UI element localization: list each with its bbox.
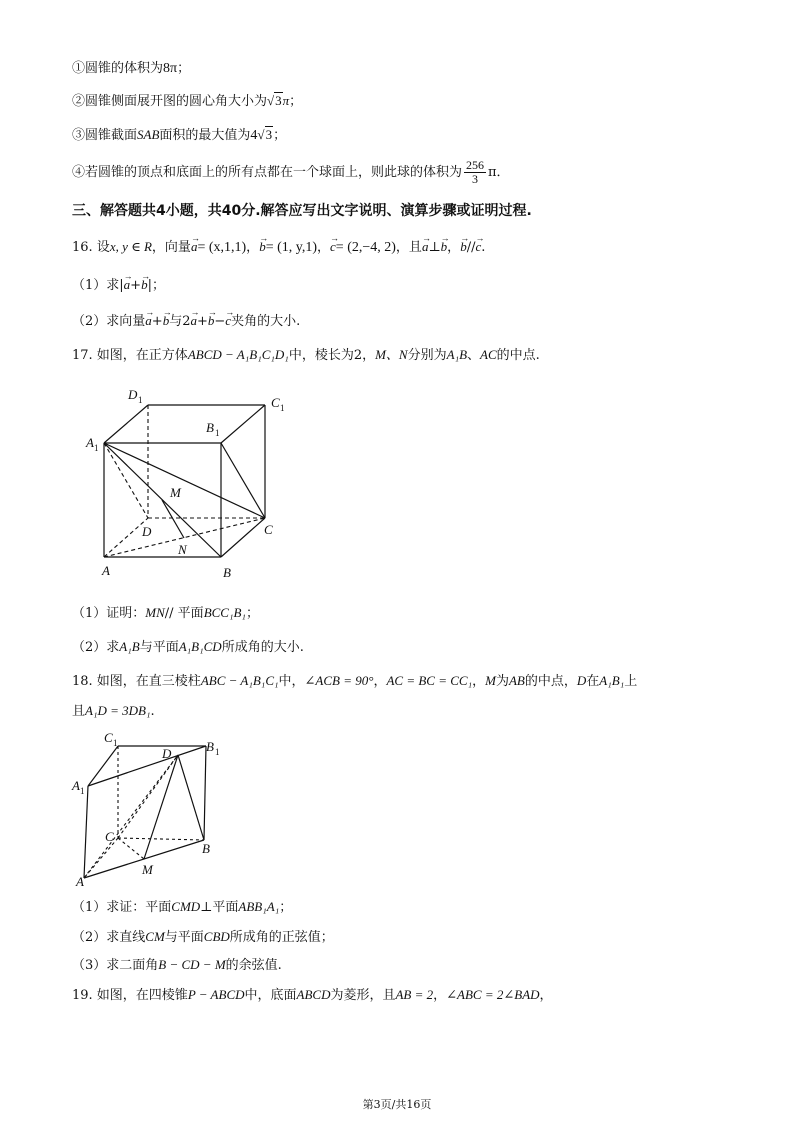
- q16-t1: ，向量: [151, 240, 191, 255]
- label-a1-sub: 1: [80, 786, 85, 796]
- q16-p1-suffix: ；: [151, 278, 165, 293]
- q18-t4: 为: [495, 674, 509, 689]
- segment-mn: [162, 500, 184, 538]
- q16-p2-mid: 与: [169, 314, 183, 329]
- vector-a-3: → a: [124, 276, 131, 294]
- label-a1: A: [86, 435, 94, 450]
- label-c1: C: [271, 395, 280, 410]
- fraction-denominator: 3: [472, 172, 479, 186]
- q18-part-2: [72, 928, 334, 947]
- q18-t3: ，: [472, 674, 486, 689]
- q19-base: ABCD: [296, 987, 331, 1002]
- q17-seg1: A₁B: [446, 347, 468, 362]
- edge-b1c1: [221, 405, 265, 443]
- q17-p1-plane: BCC₁B₁: [203, 605, 246, 620]
- statement-2-text: ②圆锥侧面展开图的圆心角大小为: [72, 94, 268, 109]
- q18-prism: ABC − A₁B₁C₁: [200, 673, 279, 688]
- q16-b-val: = (1, y,1): [265, 240, 317, 255]
- question-18: [72, 672, 637, 691]
- statement-2-radicand: 3: [275, 93, 282, 108]
- q19-text: 19. 如图，在四棱锥: [72, 988, 188, 1003]
- q18-a1b1: A₁B₁: [599, 673, 625, 688]
- q17-text: 17. 如图，在正方体: [72, 348, 188, 363]
- q18-line2b: .: [150, 704, 155, 719]
- statement-2-pi: π: [282, 93, 290, 108]
- statement-1: [72, 60, 190, 78]
- vector-b-3: → b: [460, 238, 467, 256]
- question-16: 16. 设x, y ∈ R，向量→ a= (x,1,1)，→ b= (1, y,1)，→ c= (2,−4, 2)，且→ a⊥→ b，→ b//→ c.: [72, 238, 485, 257]
- q18-p2-cm: CM: [145, 929, 165, 944]
- label-a: A: [102, 563, 110, 578]
- vector-a-2: → a: [422, 238, 429, 256]
- fraction-numerator: 256: [466, 158, 485, 172]
- label-b1-sub: 1: [215, 747, 220, 757]
- q18-cond: A₁D = 3DB₁: [85, 703, 151, 718]
- q17-text2: 中，棱长为2，: [288, 348, 376, 363]
- vector-c-3: → c: [225, 312, 231, 330]
- page-footer: 第3页/共16页: [362, 1098, 432, 1111]
- label-d1: D: [128, 387, 138, 402]
- label-d: D: [142, 524, 152, 539]
- section-heading: 三、解答题共4小题，共40分.解答应写出文字说明、演算步骤或证明过程.: [72, 203, 532, 219]
- q17-part-1: [72, 604, 259, 623]
- edge-c1a1: [88, 746, 118, 786]
- segment-cm: [118, 838, 144, 859]
- label-c1-sub: 1: [113, 738, 118, 748]
- segment-a1d: [104, 443, 148, 518]
- label-m: M: [170, 485, 181, 500]
- q17-seg2: AC: [480, 347, 497, 362]
- statement-3-text: ③圆锥截面: [72, 128, 138, 143]
- q17-p1-end: ；: [245, 606, 259, 621]
- q17-p2-end: 所成角的大小.: [221, 640, 304, 655]
- q18-p3-angle: B − CD − M: [158, 957, 226, 972]
- vector-b-2: → b: [441, 238, 448, 256]
- q18-p1-mid: 平面: [212, 900, 239, 915]
- q18-p1-end: ；: [279, 900, 293, 915]
- q18-p1-plane2: ABB₁A₁: [238, 899, 280, 914]
- cube-figure: [80, 385, 310, 585]
- edge-a1a: [84, 786, 88, 878]
- fraction-256-3: [464, 159, 486, 186]
- q17-p1-mid: // 平面: [164, 606, 204, 621]
- q19-t2: 中，底面: [244, 988, 297, 1003]
- q16-p1-prefix: （1）求: [72, 278, 120, 293]
- q16-t2: ，且: [395, 240, 422, 255]
- label-d1-sub: 1: [138, 395, 143, 405]
- q17-text3: 分别为: [407, 348, 447, 363]
- parallel-symbol: //: [466, 240, 476, 255]
- q18-line1: 18. 如图，在直三棱柱: [72, 674, 201, 689]
- label-a: A: [76, 874, 84, 888]
- q18-p2-end: 所成角的正弦值；: [229, 930, 334, 945]
- q18-p3-end: 的余弦值.: [225, 958, 282, 973]
- segment-b1c: [221, 443, 265, 518]
- vector-b-5: → b: [163, 312, 170, 330]
- statement-4: [72, 158, 510, 188]
- q18-line-2: [72, 702, 155, 721]
- vector-c-2: → c: [475, 238, 481, 256]
- q19-t3: 为菱形，且: [330, 988, 396, 1003]
- q18-ab: AB: [508, 673, 525, 688]
- label-c1: C: [104, 730, 113, 745]
- edge-a1d1: [104, 405, 148, 443]
- vector-a-5: → a: [190, 312, 197, 330]
- statement-2: [72, 92, 302, 111]
- q18-line2a: 且: [72, 704, 86, 719]
- q18-p1-prefix: （1）求证：平面: [72, 900, 172, 915]
- statement-3-radicand: 3: [265, 127, 273, 142]
- q18-t7: 上: [624, 674, 638, 689]
- vector-b: → b: [259, 238, 266, 256]
- q17-p1-prefix: （1）证明：: [72, 606, 146, 621]
- label-b1: B: [206, 420, 214, 435]
- q16-a-val: = (x,1,1): [197, 240, 247, 255]
- label-d: D: [162, 746, 172, 761]
- q17-p2-prefix: （2）求: [72, 640, 120, 655]
- statement-1-end: ；: [177, 61, 191, 76]
- label-c1-sub: 1: [280, 403, 285, 413]
- statement-4-after: π．: [488, 165, 510, 180]
- vector-b-4: → b: [141, 276, 148, 294]
- sqrt-3b: √3: [257, 127, 273, 142]
- statement-3-coef: 4: [250, 128, 258, 143]
- statement-3-label: SAB: [137, 127, 160, 142]
- q18-eq: AC = BC = CC₁: [386, 673, 473, 688]
- q17-mn: M、N: [375, 347, 408, 362]
- q18-p2-mid: 与平面: [164, 930, 204, 945]
- q18-p2-prefix: （2）求直线: [72, 930, 146, 945]
- statement-1-text: ①圆锥的体积为: [72, 61, 164, 76]
- q19-pyramid: P − ABCD: [187, 987, 245, 1002]
- q18-p1-perp: ⊥: [200, 900, 213, 915]
- q17-p1-mn: MN: [145, 605, 165, 620]
- vector-b-6: → b: [208, 312, 215, 330]
- q16-c-val: = (2,−4, 2): [335, 240, 396, 255]
- label-b: B: [223, 565, 231, 580]
- q16-vars: x, y ∈ R: [109, 239, 152, 254]
- label-n: N: [178, 542, 187, 557]
- q16-p2-prefix: （2）求向量: [72, 314, 146, 329]
- q18-part-1: [72, 898, 292, 917]
- statement-1-value: 8π: [163, 61, 178, 76]
- q19-ab: AB = 2: [395, 987, 434, 1002]
- q18-t1: 中，: [278, 674, 305, 689]
- edge-cb: [118, 838, 204, 840]
- q18-p2-plane: CBD: [203, 929, 230, 944]
- vector-a: → a: [191, 238, 198, 256]
- q18-angle: ∠ACB = 90°: [304, 673, 374, 688]
- label-c: C: [264, 522, 273, 537]
- edge-a1b1: [88, 746, 206, 786]
- q19-t5: ，: [539, 988, 553, 1003]
- statement-3: [72, 126, 286, 145]
- label-c: C: [105, 829, 114, 844]
- q16-part-2: （2）求向量→ a+→ b与2→ a+→ b−→ c夹角的大小.: [72, 312, 300, 331]
- q17-p2-mid: 与平面: [139, 640, 179, 655]
- label-a1-sub: 1: [94, 443, 99, 453]
- q17-p2-plane: A₁B₁CD: [178, 639, 222, 654]
- q17-cube: ABCD − A₁B₁C₁D₁: [187, 347, 289, 362]
- question-17: [72, 346, 540, 365]
- label-b: B: [202, 841, 210, 856]
- segment-a1c: [104, 443, 265, 518]
- label-b1: B: [206, 739, 214, 754]
- q16-part-1: （1）求|→ a+→ b|；: [72, 276, 165, 295]
- sqrt-3: √3: [267, 93, 282, 108]
- statement-2-end: ；: [289, 94, 303, 109]
- label-m: M: [142, 862, 153, 877]
- prism-figure: [70, 728, 230, 888]
- q18-p3-prefix: （3）求二面角: [72, 958, 159, 973]
- q18-p1-plane1: CMD: [171, 899, 201, 914]
- vector-a-4: → a: [145, 312, 152, 330]
- q17-text4: 的中点.: [496, 348, 540, 363]
- label-b1-sub: 1: [215, 428, 220, 438]
- q18-t5: 的中点，: [524, 674, 577, 689]
- q17-p2-seg: A₁B: [119, 639, 140, 654]
- edge-b1b: [204, 746, 206, 840]
- statement-3-text2: 面积的最大值为: [159, 128, 251, 143]
- perp-symbol: ⊥: [428, 240, 441, 255]
- q16-p2-suffix: 夹角的大小.: [231, 314, 301, 329]
- q18-t2: ，: [373, 674, 387, 689]
- q18-t6: 在: [586, 674, 600, 689]
- statement-4-text: ④若圆锥的顶点和底面上的所有点都在一个球面上，则此球的体积为: [72, 165, 463, 180]
- vector-c: → c: [330, 238, 336, 256]
- q18-d: D: [576, 673, 587, 688]
- segment-dm: [144, 755, 178, 859]
- label-a1: A: [72, 778, 80, 793]
- q18-m: M: [485, 673, 496, 688]
- segment-db: [178, 755, 204, 840]
- q19-angle: ∠ABC = 2∠BAD: [446, 987, 540, 1002]
- q17-sep: 、: [467, 348, 481, 363]
- q17-part-2: [72, 638, 304, 657]
- q16-intro: 16. 设: [72, 240, 110, 255]
- statement-3-end: ；: [273, 128, 287, 143]
- q18-part-3: [72, 956, 282, 975]
- question-19: [72, 986, 553, 1005]
- q19-t4: ，: [433, 988, 447, 1003]
